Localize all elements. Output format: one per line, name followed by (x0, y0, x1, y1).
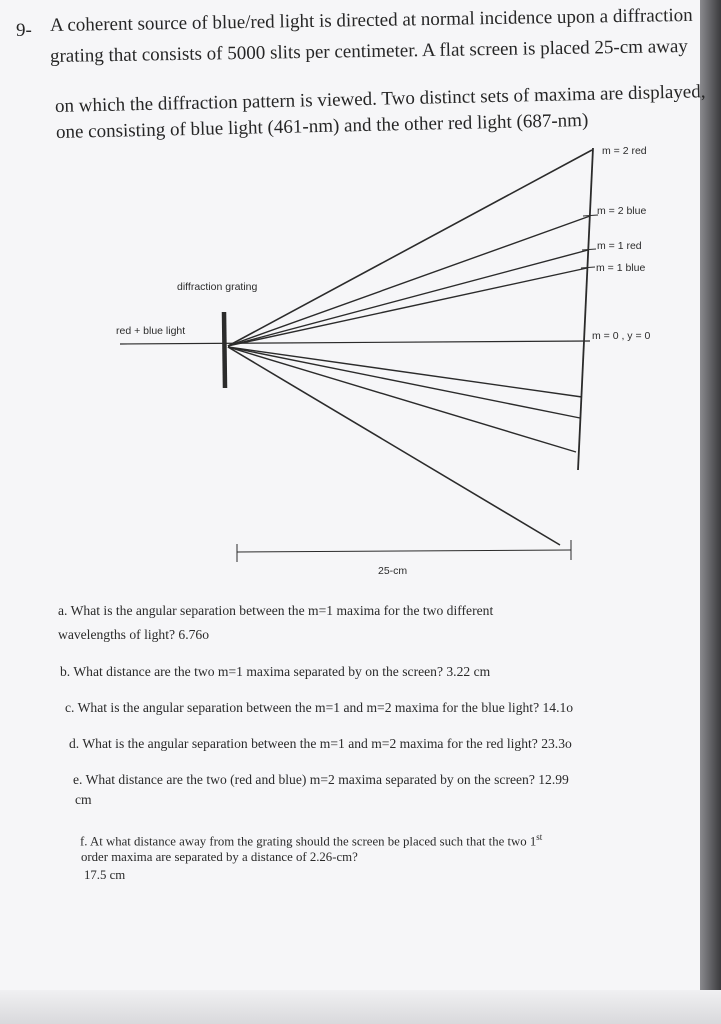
question-a-line-2: wavelengths of light? 6.76o (58, 627, 210, 642)
problem-number: 9- (16, 20, 32, 41)
question-f-superscript: st (536, 832, 543, 842)
central-axis-line (120, 341, 590, 344)
intro-line-3: on which the diffraction pattern is viewed. Two distinct sets of maxima are displayed, (54, 81, 706, 117)
ray-m2-red-down (228, 347, 560, 545)
ray-m1-red-up (228, 250, 588, 346)
question-f-line-2: order maxima are separated by a distance of 2.26-cm? (81, 850, 358, 864)
question-e-line-2: cm (75, 792, 92, 807)
label-m2-red: m = 2 red (602, 145, 647, 157)
question-c: c. What is the angular separation between the m=1 and m=2 maxima for the blue light? 14.1o (65, 700, 574, 715)
label-source: red + blue light (116, 325, 186, 337)
tick-m2-blue (583, 215, 598, 216)
question-b: b. What distance are the two m=1 maxima separated by on the screen? 3.22 cm (60, 664, 491, 679)
label-m1-red: m = 1 red (597, 240, 642, 252)
ray-m2-blue-up (228, 216, 590, 346)
question-d: d. What is the angular separation between the m=1 and m=2 maxima for the red light? 23.3o (69, 736, 572, 751)
question-f-answer: 17.5 cm (84, 868, 126, 882)
label-grating: diffraction grating (177, 281, 258, 293)
question-a-line-1: a. What is the angular separation between the m=1 maxima for the two different (58, 603, 494, 618)
label-m0: m = 0 , y = 0 (592, 330, 651, 342)
intro-line-1: A coherent source of blue/red light is directed at normal incidence upon a diffraction (49, 4, 693, 36)
question-f-line-1 (80, 832, 542, 849)
distance-marker-line (237, 550, 571, 552)
label-distance: 25-cm (378, 565, 408, 577)
ray-m2-red-up (228, 150, 592, 346)
intro-line-2: grating that consists of 5000 slits per centimeter. A flat screen is placed 25-cm away (49, 35, 689, 67)
question-f-text: f. At what distance away from the grating should the screen be placed such that the two 1 (80, 834, 537, 849)
screen-line (578, 148, 593, 470)
grating-bar (224, 312, 225, 388)
question-e-line-1: e. What distance are the two (red and blue) m=2 maxima separated by on the screen? 12.99 (73, 772, 569, 787)
tick-m1-blue (581, 267, 595, 268)
ray-m1-blue-down (228, 347, 582, 397)
ray-m1-red-down (228, 347, 580, 418)
intro-line-4: one consisting of blue light (461-nm) and the other red light (687-nm) (55, 109, 589, 143)
ray-m2-blue-down (228, 347, 576, 452)
tick-m1-red (582, 249, 596, 250)
label-m1-blue: m = 1 blue (596, 262, 646, 274)
label-m2-blue: m = 2 blue (597, 205, 647, 217)
ray-m1-blue-up (228, 268, 587, 346)
